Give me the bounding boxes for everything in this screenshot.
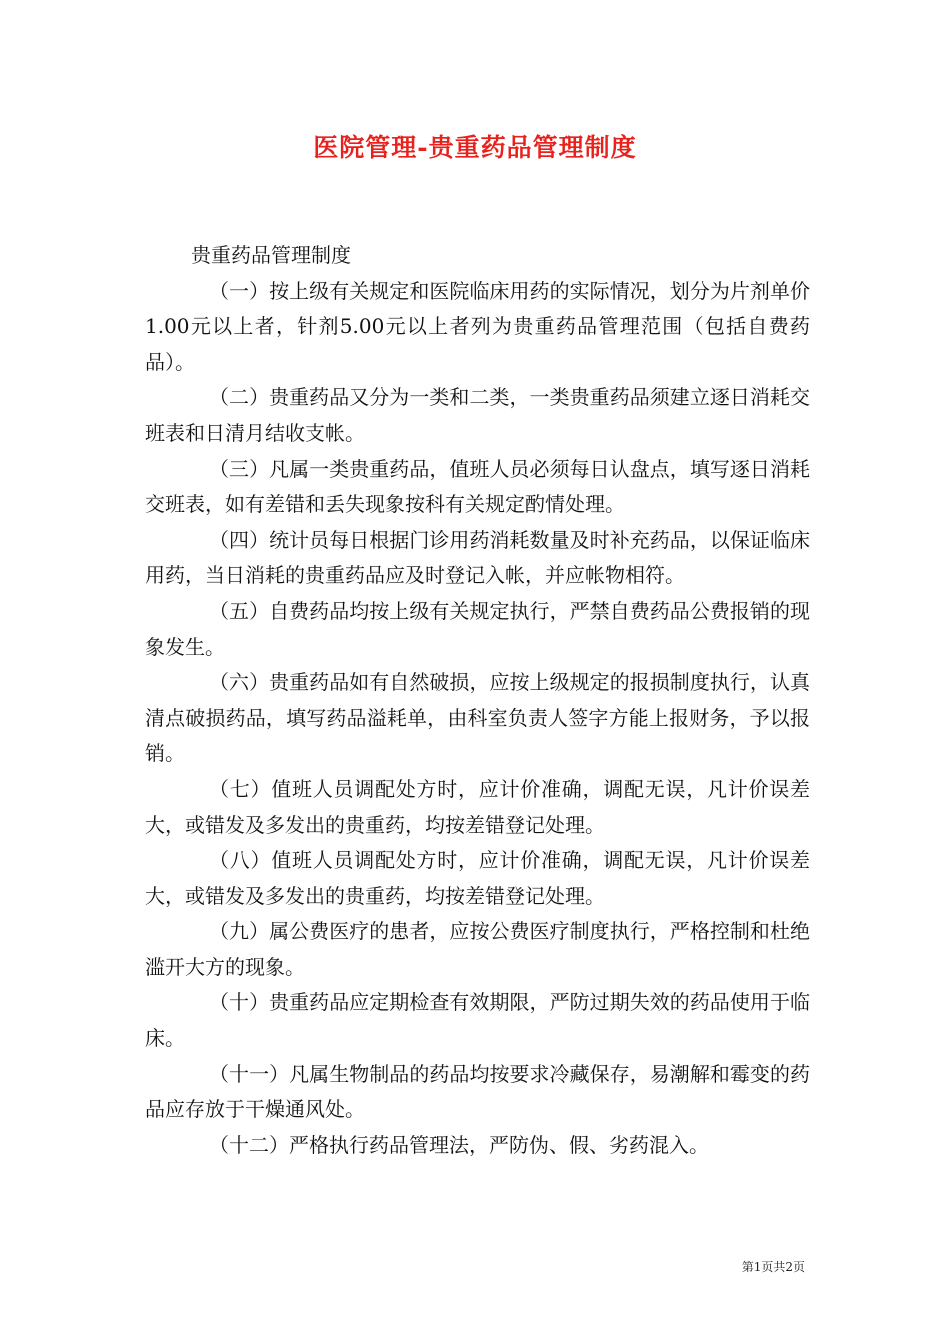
document-body [145, 238, 810, 1163]
document-title: 医院管理-贵重药品管理制度 [313, 133, 637, 162]
paragraph-9: （九）属公费医疗的患者，应按公费医疗制度执行，严格控制和杜绝滥开大方的现象。 [145, 919, 810, 979]
page-number-footer: 第1页共2页 [741, 1260, 805, 1274]
paragraph-5: （五）自费药品均按上级有关规定执行，严禁自费药品公费报销的现象发生。 [145, 598, 810, 659]
paragraph-3: （三）凡属一类贵重药品，值班人员必须每日认盘点，填写逐日消耗交班表，如有差错和丢失现象按科有关规定酌情处理。 [145, 456, 810, 517]
section-heading: 贵重药品管理制度 [191, 243, 351, 267]
paragraph-10: （十）贵重药品应定期检查有效期限，严防过期失效的药品使用于临床。 [145, 990, 810, 1051]
paragraph-8: （八）值班人员调配处方时，应计价准确，调配无误，凡计价误差大，或错发及多发出的贵重药，均按差错登记处理。 [145, 848, 810, 908]
paragraph-12: （十二）严格执行药品管理法，严防伪、假、劣药混入。 [209, 1132, 709, 1157]
paragraph-7: （七）值班人员调配处方时，应计价准确，调配无误，凡计价误差大，或错发及多发出的贵重药，均按差错登记处理。 [145, 776, 810, 837]
paragraph-6: （六）贵重药品如有自然破损，应按上级规定的报损制度执行，认真清点破损药品，填写药品溢耗单，由科室负责人签字方能上报财务，予以报销。 [145, 670, 810, 766]
paragraph-4: （四）统计员每日根据门诊用药消耗数量及时补充药品，以保证临床用药，当日消耗的贵重药品应及时登记入帐，并应帐物相符。 [145, 527, 810, 588]
paragraph-2: （二）贵重药品又分为一类和二类，一类贵重药品须建立逐日消耗交班表和日清月结收支帐。 [145, 385, 810, 445]
paragraph-1: （一）按上级有关规定和医院临床用药的实际情况，划分为片剂单价1.00元以上者，针剂5.00元以上者列为贵重药品管理范围（包括自费药品）。 [145, 278, 810, 374]
paragraph-11: （十一）凡属生物制品的药品均按要求冷藏保存，易潮解和霉变的药品应存放于干燥通风处。 [145, 1061, 810, 1122]
